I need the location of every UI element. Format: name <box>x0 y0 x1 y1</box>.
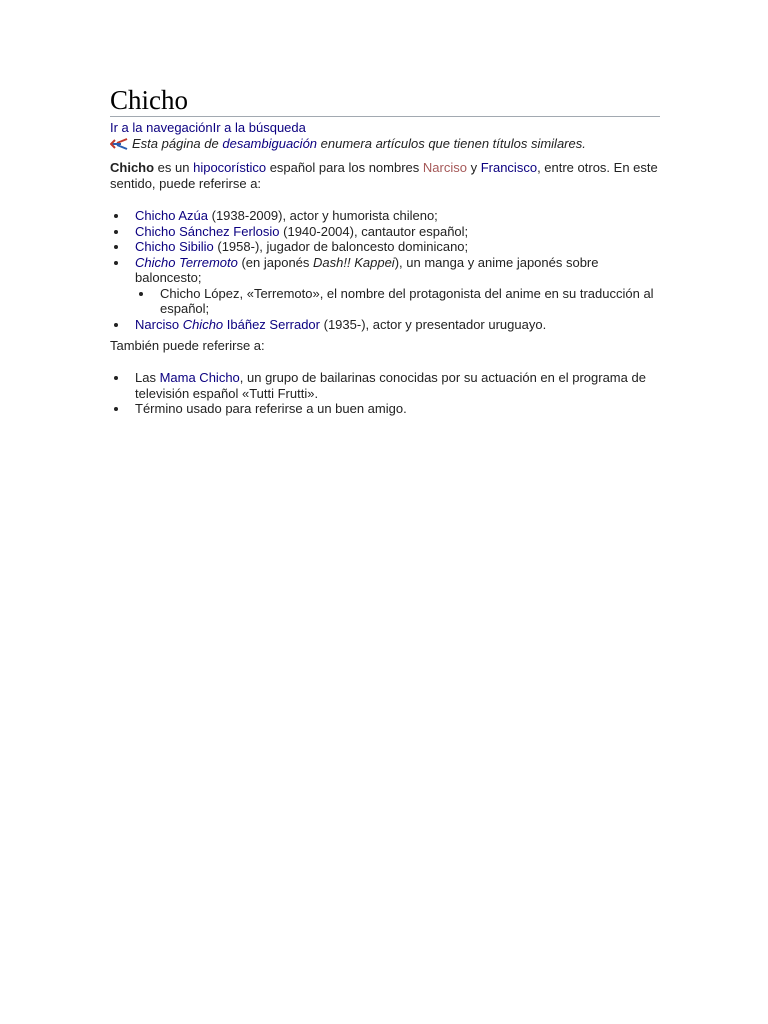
list-item: Término usado para referirse a un buen amigo. <box>135 401 660 417</box>
article <box>110 84 660 417</box>
disambiguation-notice <box>110 136 660 152</box>
disambiguation-icon <box>110 137 128 151</box>
sub-list <box>135 286 660 317</box>
list-item: Chicho Sánchez Ferlosio (1940-2004), cantautor español; <box>135 224 660 240</box>
meanings-list <box>110 208 660 332</box>
list-item: Chicho Azúa (1938-2009), actor y humorista chileno; <box>135 208 660 224</box>
other-meanings-list <box>110 370 660 417</box>
francisco-link[interactable]: Francisco <box>480 160 538 175</box>
disambiguation-link[interactable]: desambiguación <box>222 136 318 151</box>
list-item: Chicho Sibilio (1958-), jugador de baloncesto dominicano; <box>135 239 660 255</box>
term-bold: Chicho <box>110 160 155 175</box>
chicho-terremoto-link[interactable]: Chicho Terremoto <box>135 254 238 270</box>
narciso-link[interactable]: Narciso <box>422 160 467 175</box>
narciso-ibanez-serrador-link[interactable]: Narciso Chicho Ibáñez Serrador <box>135 316 320 332</box>
intro-paragraph: Chicho es un hipocorístico español para los nombres Narciso y Francisco, entre otros. En este sentido, puede referirse a: <box>110 160 658 191</box>
chicho-azua-link[interactable]: Chicho Azúa <box>135 208 208 223</box>
mama-chicho-link[interactable]: Mama Chicho <box>159 370 240 385</box>
list-item: Narciso Chicho Ibáñez Serrador (1935-), actor y presentador uruguayo. <box>135 317 660 333</box>
jump-links <box>110 120 660 136</box>
page-title: Chicho <box>110 84 660 117</box>
hipocoristico-link[interactable]: hipocorístico <box>193 160 267 175</box>
list-item: Chicho López, «Terremoto», el nombre del protagonista del anime en su traducción al español; <box>160 286 660 317</box>
jump-to-navigation-link[interactable]: Ir a la navegación <box>110 120 213 135</box>
also-paragraph: También puede referirse a: <box>110 338 265 353</box>
list-item: Las Mama Chicho, un grupo de bailarinas conocidas por su actuación en el programa de televisión español «Tutti Frutti». <box>135 370 660 401</box>
list-item: Chicho Terremoto (en japonés Dash!! Kappei), un manga y anime japonés sobre baloncesto; Chicho López, «Terremoto», el nombre del protagonista del anime en su traducción al español; <box>135 255 660 317</box>
jump-to-search-link[interactable]: Ir a la búsqueda <box>212 120 306 135</box>
chicho-sibilio-link[interactable]: Chicho Sibilio <box>135 239 214 254</box>
disambiguation-text: Esta página de desambiguación enumera artículos que tienen títulos similares. <box>132 136 586 151</box>
chicho-sanchez-ferlosio-link[interactable]: Chicho Sánchez Ferlosio <box>135 223 280 239</box>
